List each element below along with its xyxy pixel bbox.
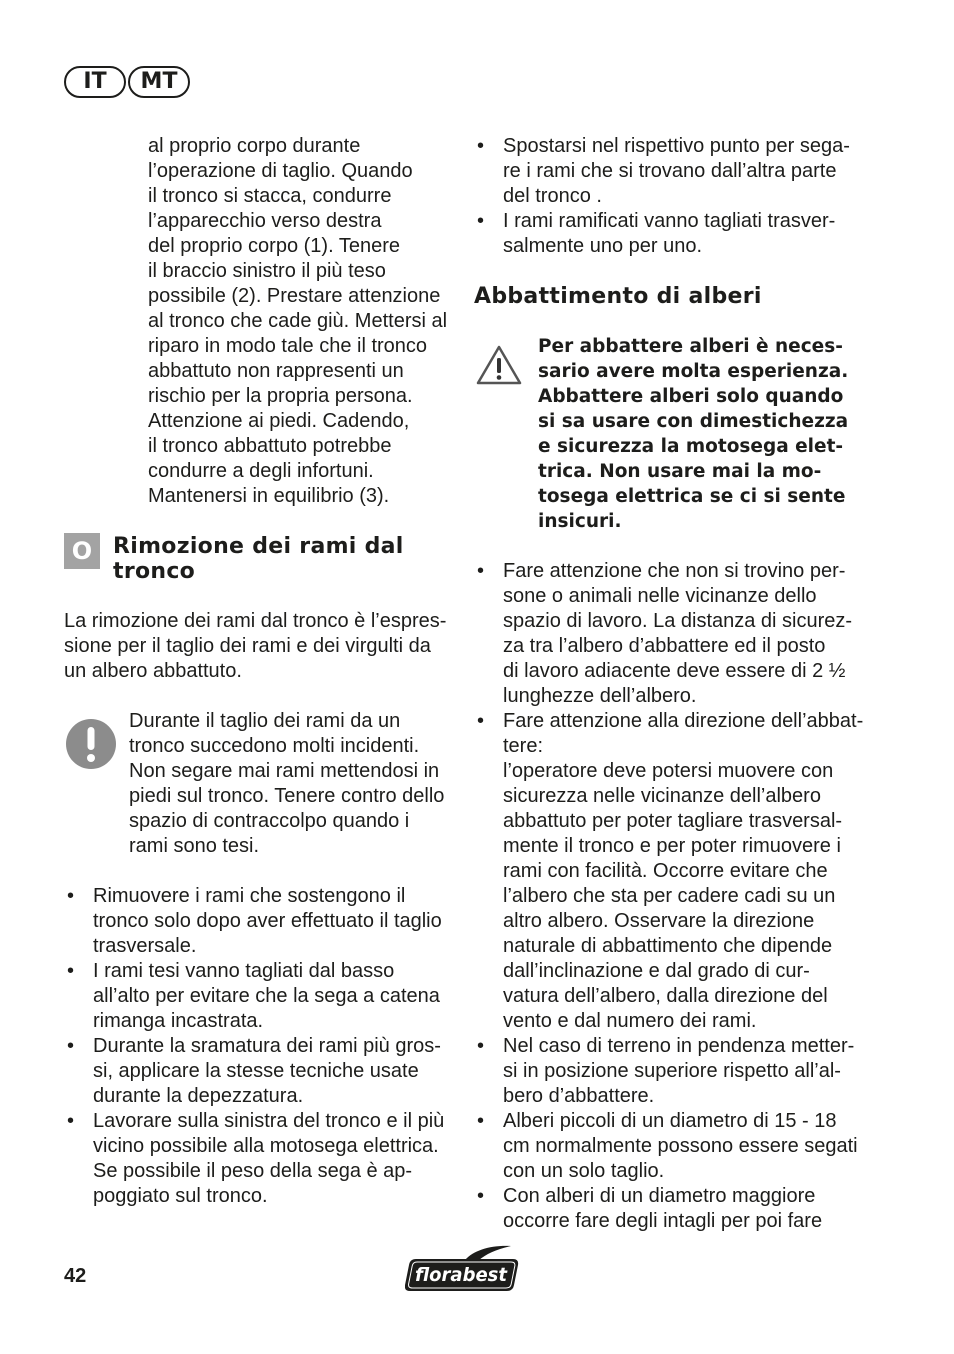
exclamation-circle-graphic (66, 719, 116, 769)
list-item: • I rami ramificati vanno tagliati trasver- salmente uno per uno. (474, 209, 850, 259)
continued-paragraph: al proprio corpo durante l’operazione di taglio. Quando il tronco si stacca, condurre l’apparecchio verso destra del proprio corpo (1). Tenere il braccio sinistro il più teso possibile (2). Prestare attenzione al tronco che cade giù. Mettersi al riparo in modo tale che il tronco abbattuto non rappresenti un rischio per la propria persona. Attenzione ai piedi. Cadendo, il tronco abbattuto potrebbe condurre a degli infortuni. Mantenersi in equilibrio (3). (148, 135, 448, 507)
warning-triangle-graphic (476, 344, 522, 386)
list-item: • I rami tesi vanno tagliati dal basso all’alto per evitare che la sega a catena rimanga incastrata. (64, 959, 444, 1034)
warning-triangle-icon (476, 344, 522, 386)
warning-note-text: Per abbattere alberi è neces- sario avere molta esperienza. Abbattere alberi solo quando si sa usare con dimestichezza e sicurezza la motosega elet- trica. Non usare mai la mo- tosega elettrica se ci si sente insicuri. (538, 336, 849, 532)
florabest-logo-icon (405, 1244, 519, 1292)
exclamation-circle-icon (66, 719, 116, 769)
caution-note-text: Durante il taglio dei rami da un tronco succedono molti incidenti. Non segare mai rami mettendosi in piedi sul tronco. Tenere contro dello spazio di contraccolpo quando i rami sono tesi. (129, 710, 445, 857)
list-item: • Fare attenzione che non si trovino per- sone o animali nelle vicinanze dello spazio di lavoro. La distanza di sicurez- za tra l’albero d’abbattere ed il posto di lavoro adiacente deve essere di 2 ½ lunghezze dell’albero. (474, 559, 863, 709)
list-item: • Durante la sramatura dei rami più gros- si, applicare la stesse tecniche usate durante la depezzatura. (64, 1034, 444, 1109)
list-item: • Lavorare sulla sinistra del tronco e il più vicino possibile alla motosega elettrica. Se possibile il peso della sega è ap- poggiato sul tronco. (64, 1109, 444, 1209)
list-item: • Rimuovere i rami che sostengono il tronco solo dopo aver effettuato il taglio trasversale. (64, 884, 444, 959)
section-title-tree-felling: Abbattimento di alberi (474, 284, 762, 309)
logo-graphic (405, 1244, 519, 1292)
language-badges (64, 66, 190, 98)
language-badge-mt: MT (128, 66, 190, 98)
section-title-debranching: Rimozione dei rami dal tronco (113, 534, 404, 584)
list-item: • Nel caso di terreno in pendenza metter- si in posizione superiore rispetto all’al- bero d’abbattere. (474, 1034, 863, 1109)
logo-wordmark: florabest (415, 1264, 508, 1286)
section-intro-paragraph: La rimozione dei rami dal tronco è l’espres- sione per il taglio dei rami e dei virgulti da un albero abbattuto. (64, 610, 447, 682)
list-item: • Alberi piccoli di un diametro di 15 - 18 cm normalmente possono essere segati con un solo taglio. (474, 1109, 863, 1184)
debranching-bullet-list (64, 884, 444, 1209)
section-marker-badge: O (64, 533, 100, 569)
list-item: • Fare attenzione alla direzione dell’abbat- tere: l’operatore deve potersi muovere con sicurezza nelle vicinanze dell’albero abbattuto per poter tagliare trasversal- mente il tronco e per poter rimuovere i rami con facilità. Occorre evitare che l’albero che sta per cadere cadi su un altro albero. Osservare la direzione naturale di abbattimento che dipende dall’inclinazione e dal grado di cur- vatura dell’albero, dalla direzione del vento e dal numero dei rami. (474, 709, 863, 1034)
list-item: • Spostarsi nel rispettivo punto per sega- re i rami che si trovano dall’altra parte del tronco . (474, 134, 850, 209)
list-item: • Con alberi di un diametro maggiore occorre fare degli intagli per poi fare (474, 1184, 863, 1234)
top-bullet-list (474, 134, 850, 259)
page-number: 42 (64, 1265, 87, 1287)
tree-felling-bullet-list (474, 559, 863, 1234)
language-badge-it: IT (64, 66, 126, 98)
